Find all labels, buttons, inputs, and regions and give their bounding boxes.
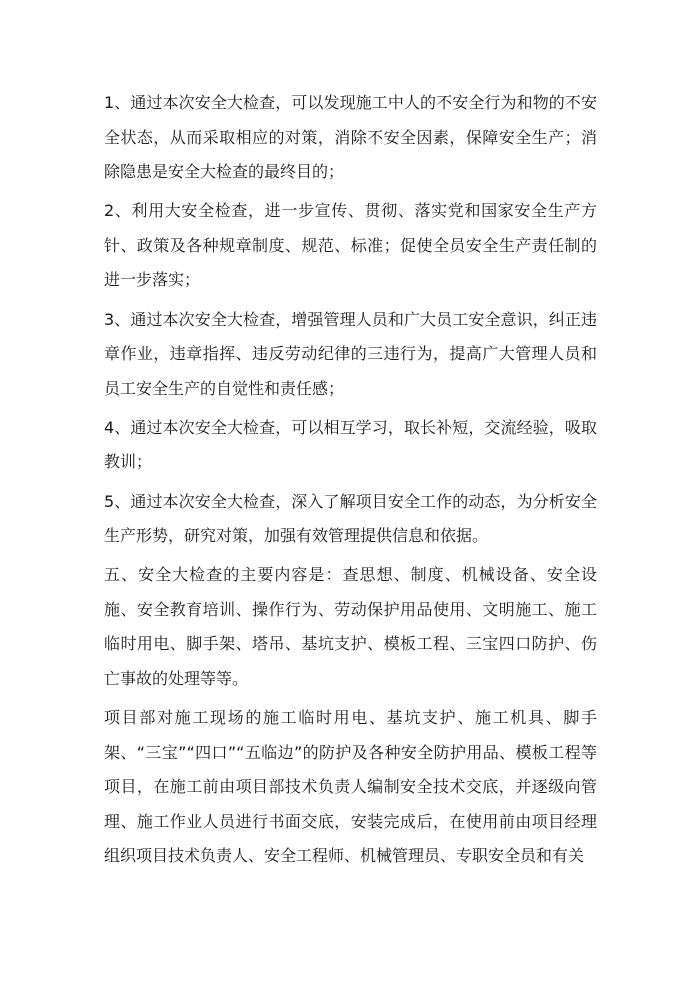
paragraph-2: 2、利用大安全检查，进一步宣传、贯彻、落实党和国家安全生产方针、政策及各种规章制度、规范、标准；促使全员安全生产责任制的进一步落实； — [104, 201, 597, 290]
paragraph-3: 3、通过本次安全大检查，增强管理人员和广大员工安全意识，纠正违章作业，违章指挥、违反劳动纪律的三违行为，提高广大管理人员和员工安全生产的自觉性和责任感； — [104, 309, 597, 398]
document-body — [104, 86, 597, 879]
paragraph-section-five: 五、安全大检查的主要内容是：查思想、制度、机械设备、安全设施、安全教育培训、操作行为、劳动保护用品使用、文明施工、施工临时用电、脚手架、塔吊、基坑支护、模板工程、三宝四口防护、伤亡事故的处理等等。 — [104, 565, 597, 688]
paragraph-project-dept: 项目部对施工现场的施工临时用电、基坑支护、施工机具、脚手架、“三宝”“四口”“五临边”的防护及各种安全防护用品、模板工程等项目，在施工前由项目部技术负责人编制安全技术交底，并逐级向管理、施工作业人员进行书面交底，安装完成后，在使用前由项目经理组织项目技术负责人、安全工程师、机械管理员、专职安全员和有关 — [104, 708, 597, 866]
paragraph-4: 4、通过本次安全大检查，可以相互学习，取长补短，交流经验，吸取教训； — [104, 417, 597, 472]
paragraph-5: 5、通过本次安全大检查，深入了解项目安全工作的动态，为分析安全生产形势，研究对策，加强有效管理提供信息和依据。 — [104, 491, 597, 546]
paragraph-1: 1、通过本次安全大检查，可以发现施工中人的不安全行为和物的不安全状态，从而采取相应的对策，消除不安全因素，保障安全生产；消除隐患是安全大检查的最终目的； — [104, 93, 597, 182]
